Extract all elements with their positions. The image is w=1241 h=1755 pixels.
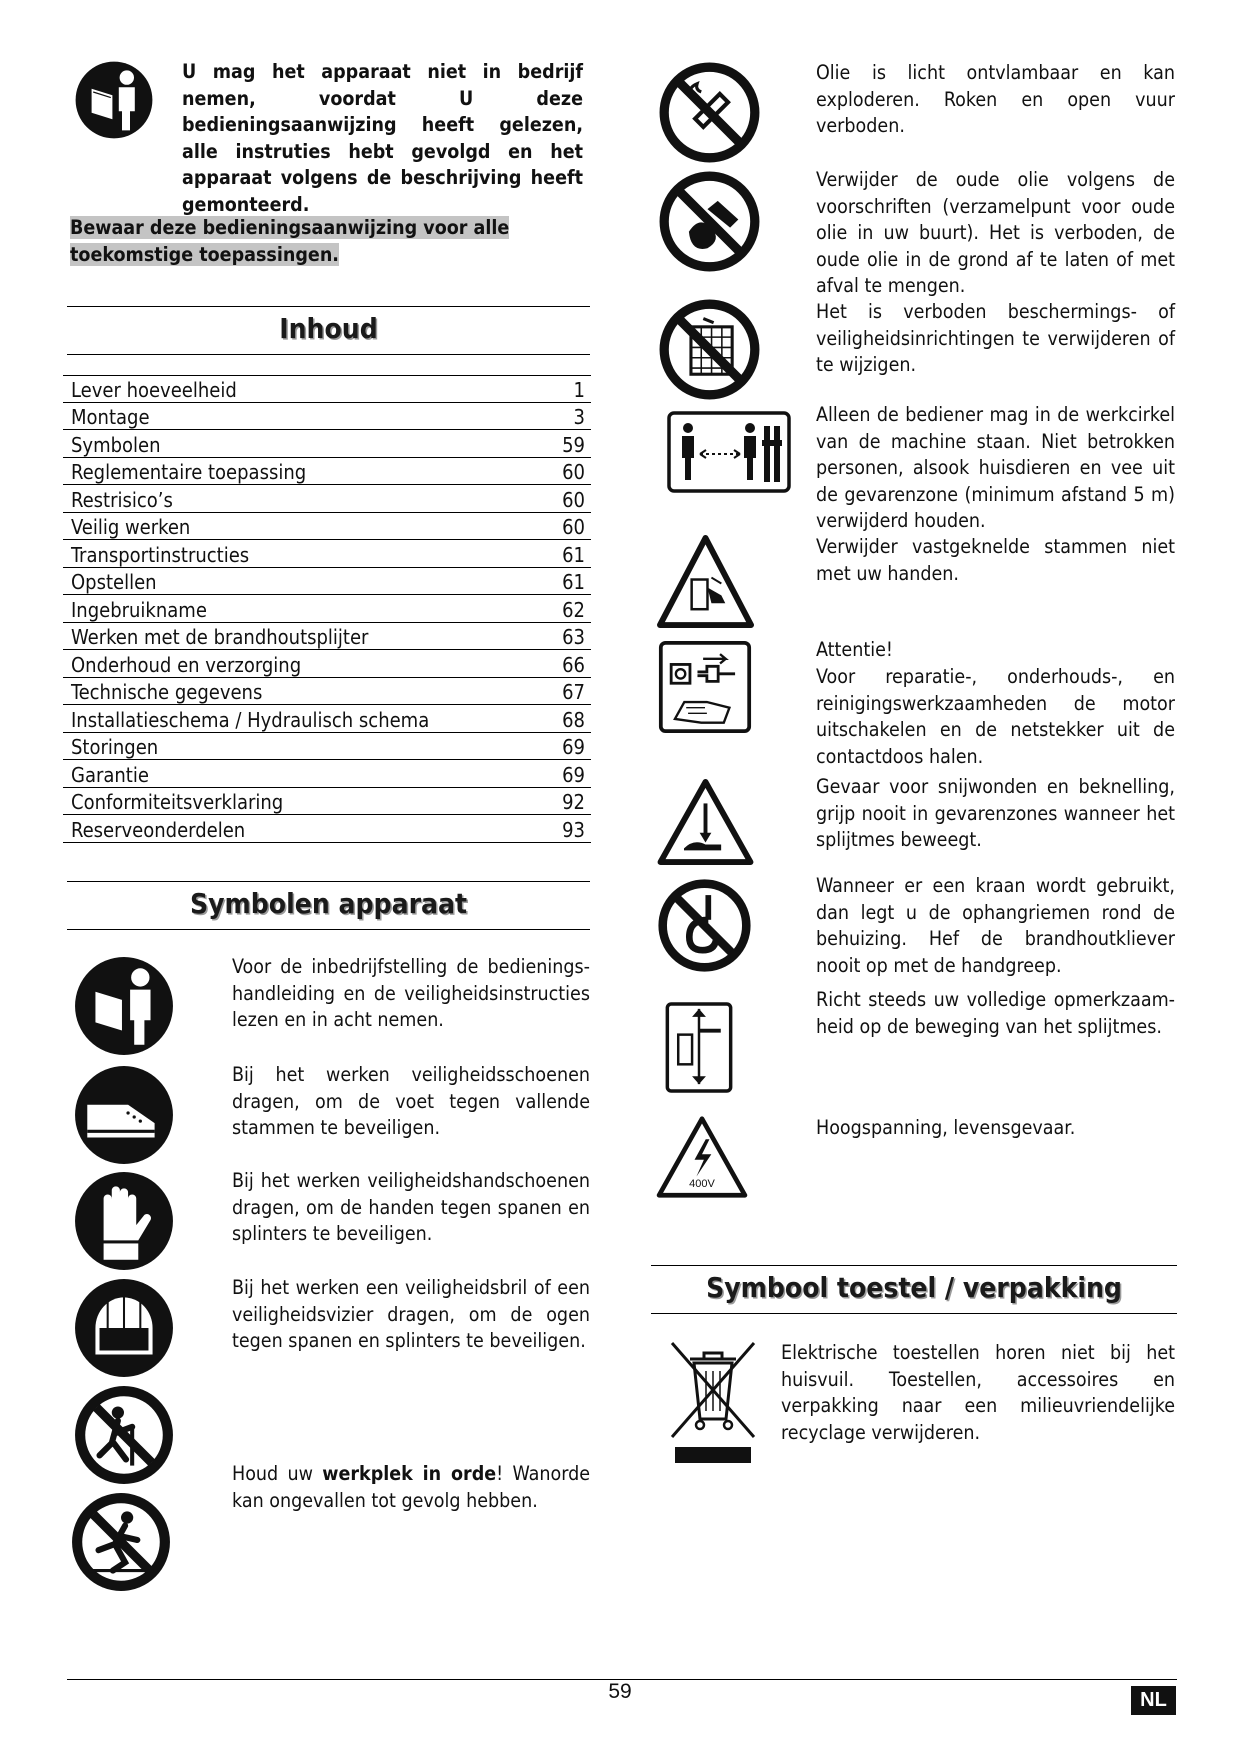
safety-gloves-icon [73, 1170, 175, 1272]
toc-label: Reserveonderdelen [71, 817, 246, 842]
toc-row[interactable] [63, 788, 591, 816]
safety-visor-icon [73, 1277, 175, 1379]
toc-row[interactable] [63, 403, 591, 431]
toc-label: Conformiteitsverklaring [71, 790, 284, 814]
symbol-text-order [232, 1461, 590, 1514]
toc-label: Veilig werken [71, 515, 191, 539]
toc-page: 1 [573, 377, 585, 402]
no-climbing-icon [73, 1384, 175, 1486]
voltage-label: 400V [689, 1178, 715, 1190]
order-post: ! Wanorde kan ongevallen tot gevolg hebben. [232, 1462, 591, 1512]
keep-distance-icon [666, 410, 792, 494]
right-text-work-circle: Alleen de bediener mag in de werkcirkel van de machine staan. Niet betrokken personen, alsook huisdieren en vee uit de gevarenzone (minimum afstand 5 m) verwijderd houden. [816, 403, 1175, 532]
keep-manual-text: Bewaar deze bedieningsaanwijzing voor alle toekomstige toepassingen. [70, 216, 510, 266]
toc-page: 61 [562, 570, 585, 594]
no-slip-icon [70, 1491, 172, 1593]
right-text-cut-hazard: Gevaar voor snijwonden en beknelling, grijp nooit in gevarenzones wanneer het splijtmes beweegt. [816, 775, 1175, 851]
toc-page: 61 [562, 542, 585, 567]
weee-bin-icon [666, 1335, 760, 1465]
hand-hazard-warning-icon [656, 534, 755, 629]
toc-label: Montage [71, 405, 150, 429]
right-text-crane: Wanneer er een kraan wordt gebruikt, dan legt u de ophangriemen rond de behuizing. Hef de brandhoutkliever nooit op met de handgreep. [816, 874, 1175, 977]
right-text-attention: Attentie! [816, 638, 893, 661]
no-lift-by-handle-icon [657, 878, 752, 973]
symbol-text-shoes: Bij het werken veiligheidsschoenen dragen, om de voet tegen vallende stammen te beveiligen. [232, 1063, 590, 1139]
cut-hazard-warning-icon [656, 778, 755, 866]
toc-label: Garantie [71, 762, 149, 787]
toc-label: Onderhoud en verzorging [71, 652, 302, 677]
right-text-high-voltage: Hoogspanning, levensgevaar. [816, 1116, 1076, 1139]
toc-row[interactable] [63, 485, 591, 513]
splitting-blade-movement-icon [664, 1001, 734, 1094]
toc-row[interactable] [63, 375, 591, 403]
right-text-oil-flammable: Olie is licht ontvlambaar en kan exploderen. Roken en open vuur verboden. [816, 61, 1175, 137]
page-number: 59 [608, 1680, 632, 1703]
symbolen-title: Symbolen apparaat [189, 887, 468, 920]
toc-page: 69 [562, 735, 585, 759]
toc-page: 60 [562, 487, 585, 512]
order-pre: Houd uw [232, 1462, 323, 1485]
toc-row[interactable] [63, 458, 591, 486]
toc-row[interactable] [63, 678, 591, 706]
read-instructions-icon [73, 955, 175, 1057]
symbol-text-read: Voor de inbedrijfstelling de bedienings-handleiding en de veiligheidsinstructies lezen en in acht nemen. [232, 955, 590, 1031]
packaging-text: Elektrische toestellen horen niet bij het huisvuil. Toestellen, accessoires en verpakking naar een milieuvriendelijke recyclage verwijderen. [781, 1341, 1175, 1444]
no-smoking-fire-icon [658, 61, 761, 164]
symbolen-rule-bottom [67, 929, 590, 930]
toc-rule-top [67, 306, 590, 307]
toc-row[interactable] [63, 760, 591, 788]
no-remove-guards-icon [658, 298, 761, 401]
toc-row[interactable] [63, 430, 591, 458]
toc-label: Werken met de brandhoutsplijter [71, 625, 369, 649]
toc-page: 67 [562, 680, 585, 704]
toc-page: 93 [562, 817, 585, 842]
toc-row[interactable] [63, 815, 591, 843]
toc-page: 63 [562, 625, 585, 649]
toc-page: 66 [562, 652, 585, 677]
toc-rule-bottom [67, 354, 590, 355]
toc-page: 62 [562, 597, 585, 622]
right-text-stuck-logs: Verwijder vastgeknelde stammen niet met uw handen. [816, 535, 1175, 585]
read-manual-icon [74, 60, 154, 140]
toc-label: Installatieschema / Hydraulisch schema [71, 707, 430, 732]
toc-label: Reglementaire toepassing [71, 460, 307, 484]
no-oil-disposal-icon [658, 170, 761, 273]
toc-row[interactable] [63, 513, 591, 541]
toc-page: 3 [573, 405, 585, 429]
symbol-text-gloves: Bij het werken veiligheidshandschoenen dragen, om de handen tegen spanen en splinters te beveiligen. [232, 1169, 590, 1245]
toc-label: Ingebruikname [71, 597, 207, 622]
order-bold: werkplek in orde [322, 1462, 497, 1485]
safety-shoes-icon [73, 1064, 175, 1166]
toc-row[interactable] [63, 650, 591, 678]
toc-row[interactable] [63, 733, 591, 761]
toc-label: Transportinstructies [71, 542, 250, 567]
language-badge: NL [1131, 1686, 1176, 1715]
toc-label: Symbolen [71, 432, 161, 457]
right-text-blade-attention: Richt steeds uw volledige opmerkzaam-heid op de beweging van het splijtmes. [816, 988, 1175, 1038]
toc-row[interactable] [63, 568, 591, 596]
intro-warning: U mag het apparaat niet in bedrijf nemen, voordat U deze bedieningsaanwijzing heeft gelezen, alle instruties hebt gevolgd en het apparaat volgens de beschrijving heeft gemonteerd. [182, 60, 583, 216]
keep-manual-note [70, 215, 590, 268]
toc-page: 59 [562, 432, 585, 457]
toc-row[interactable] [63, 705, 591, 733]
right-text-old-oil: Verwijder de oude olie volgens de voorschriften (verzamelpunt voor oude olie in uw buurt). Het is verboden, de oude olie in de grond af te laten of met afval te mengen. [816, 168, 1175, 297]
toc-label: Opstellen [71, 570, 157, 594]
toc-row[interactable] [63, 623, 591, 651]
toc-title: Inhoud [279, 312, 378, 345]
right-text-unplug: Voor reparatie-, onderhouds-, en reinigingswerkzaamheden de motor uitschakelen en de netstekker uit de contactdoos halen. [816, 665, 1175, 768]
toc-page: 60 [562, 460, 585, 484]
high-voltage-warning-icon [655, 1115, 749, 1199]
packaging-title: Symbool toestel / verpakking [706, 1271, 1122, 1304]
packaging-rule-top [651, 1265, 1177, 1266]
table-of-contents [63, 375, 591, 843]
toc-row[interactable] [63, 540, 591, 568]
toc-page: 92 [562, 790, 585, 814]
toc-label: Restrisico’s [71, 487, 173, 512]
toc-row[interactable] [63, 595, 591, 623]
symbolen-rule-top [67, 881, 590, 882]
toc-page: 60 [562, 515, 585, 539]
unplug-before-maintenance-icon [658, 640, 752, 734]
toc-label: Technische gegevens [71, 680, 263, 704]
symbol-text-visor: Bij het werken een veiligheidsbril of een veiligheidsvizier dragen, om de ogen tegen spanen en splinters te beveiligen. [232, 1276, 590, 1352]
packaging-rule-bottom [651, 1313, 1177, 1314]
toc-label: Storingen [71, 735, 159, 759]
right-text-guards: Het is verboden beschermings- of veiligheidsinrichtingen te verwijderen of te wijzigen. [816, 300, 1175, 376]
toc-page: 69 [562, 762, 585, 787]
toc-label: Lever hoeveelheid [71, 377, 237, 402]
toc-page: 68 [562, 707, 585, 732]
